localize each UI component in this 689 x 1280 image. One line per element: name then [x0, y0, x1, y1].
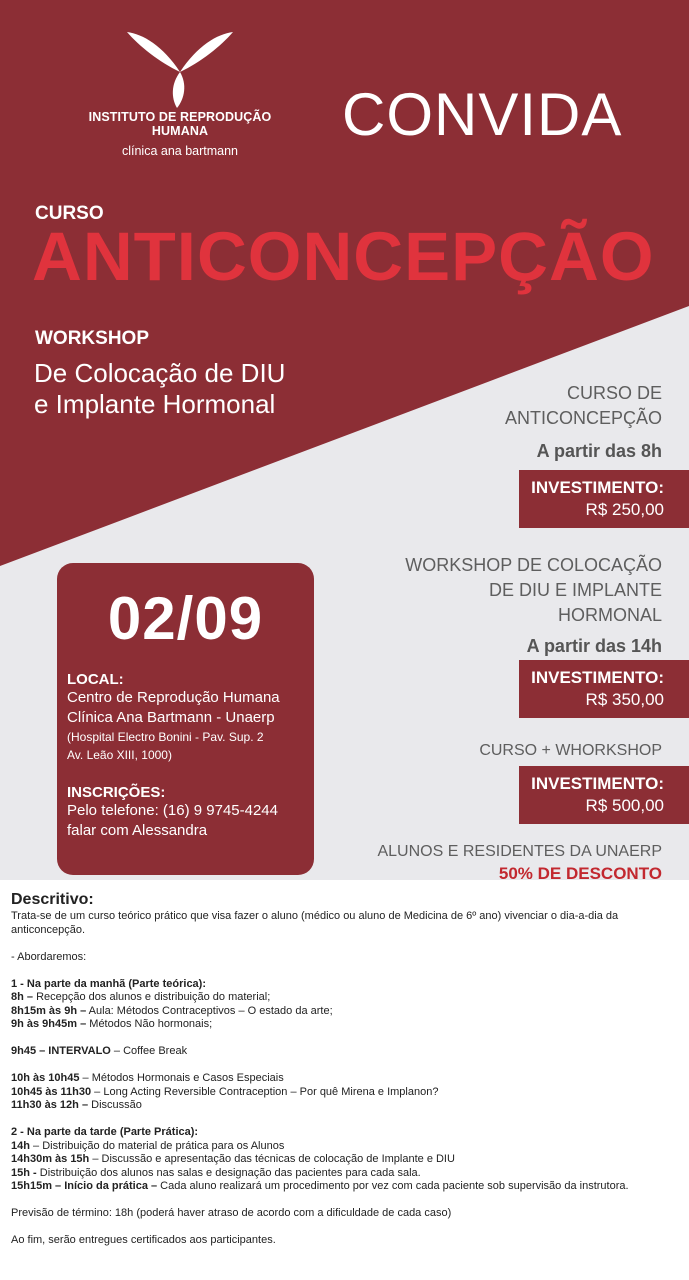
- list-item: 8h – Recepção dos alunos e distribuição do material;: [11, 991, 271, 1003]
- pricing-combo-title: CURSO + WHORKSHOP: [479, 742, 662, 759]
- ampersand-flower-logo-icon: [125, 26, 235, 108]
- discount-badge: 50% DE DESCONTO: [498, 864, 662, 883]
- address: (Hospital Electro Bonini - Pav. Sup. 2: [67, 730, 264, 744]
- convida-heading: CONVIDA: [342, 81, 623, 148]
- event-date: 02/09: [107, 585, 264, 652]
- workshop-label: WORKSHOP: [35, 328, 149, 349]
- certificate-note: Ao fim, serão entregues certificados aos participantes.: [11, 1234, 276, 1246]
- pricing-course-title: CURSO DE ANTICONCEPÇÃO A partir das 8h: [504, 383, 662, 461]
- event-info-box: 02/09 LOCAL: Centro de Reprodução Humana Clínica Ana Bartmann - Unaerp (Hospital Electro Bonini - Pav. Sup. 2 Av. Leão XIII, 1000) INSCRIÇÕES: Pelo telefone: (16) 9 9745-4244 falar com Alessandra: [57, 563, 314, 875]
- inscricoes-label: INSCRIÇÕES:: [67, 784, 166, 801]
- pricing-workshop-title: WORKSHOP DE COLOCAÇÃO DE DIU E IMPLANTE HORMONAL A partir das 14h: [405, 555, 662, 656]
- description-section: Descritivo: Trata-se de um curso teórico prático que visa fazer o aluno (médico ou aluno de Medicina de 6º ano) vivenciar o dia-a-dia da anticoncepção. - Abordaremos: 1 - Na parte da manhã (Parte teórica): 8h – Recepção dos alunos e distribuição do material; 8h15m às 9h – Aula: Métodos Contraceptivos – O estado da arte; 9h às 9h45m – Métodos Não hormonais; 9h45 – INTERVALO – Coffee Break 10h às 10h45 – Métodos Hormonais e Casos Especiais 10h45 às 11h30 – Long Acting Reversible Contraception – Por quê Mirena e Implanon? 11h30 às 12h – Discussão 2 - Na parte da tarde (Parte Prática): 14h – Distribuição do material de prática para os Alunos 14h30m às 15h – Discussão e apresentação das técnicas de colocação de Implante e DIU 15h - Distribuição dos alunos nas salas e designação das pacientes para cada sala. 15h15m – Início da prática – Cada aluno realizará um procedimento por vez com cada paciente sob supervisão da instrutora. Previsão de término: 18h (poderá haver atraso de acordo com a dificuldade de cada caso) Ao fim, serão entregues certificados aos participantes.: [11, 890, 679, 1248]
- student-discount: ALUNOS E RESIDENTES DA UNAERP 50% DE DESCONTO: [377, 843, 662, 883]
- description-intro: Trata-se de um curso teórico prático que visa fazer o aluno (médico ou aluno de Medicina de 6º ano) vivenciar o dia-a-dia da anticoncepção.: [11, 910, 619, 936]
- local-label: LOCAL:: [67, 671, 124, 688]
- list-item: 10h às 10h45 – Métodos Hormonais e Casos Especiais: [11, 1072, 284, 1084]
- phone-number[interactable]: Pelo telefone: (16) 9 9745-4244: [67, 802, 278, 819]
- list-item: 14h30m às 15h – Discussão e apresentação das técnicas de colocação de Implante e DIU: [11, 1153, 455, 1165]
- course-start-time: A partir das 8h: [536, 441, 662, 461]
- morning-section-title: 1 - Na parte da manhã (Parte teórica):: [11, 977, 207, 990]
- price-combo: R$ 500,00: [585, 796, 664, 815]
- list-item: 14h – Distribuição do material de prática para os Alunos: [11, 1139, 285, 1152]
- workshop-start-time: A partir das 14h: [526, 636, 662, 656]
- description-heading: Descritivo:: [11, 891, 94, 908]
- course-title: ANTICONCEPÇÃO: [32, 218, 655, 295]
- list-item: 9h às 9h45m – Métodos Não hormonais;: [11, 1018, 213, 1030]
- investment-box-course: INVESTIMENTO: R$ 250,00: [519, 470, 689, 528]
- institute-name: INSTITUTO DE REPRODUÇÃO HUMANA: [88, 110, 272, 138]
- end-time-note: Previsão de término: 18h (poderá haver atraso de acordo com a dificuldade de cada caso): [11, 1207, 452, 1219]
- list-item: 15h15m – Início da prática – Cada aluno realizará um procedimento por vez com cada paciente sob supervisão da instrutora.: [11, 1180, 629, 1192]
- list-item: 15h - Distribuição dos alunos nas salas e designação das pacientes para cada sala.: [11, 1166, 421, 1179]
- clinic-name: clínica ana bartmann: [121, 144, 239, 158]
- list-item: 10h45 às 11h30 – Long Acting Reversible Contraception – Por quê Mirena e Implanon?: [11, 1085, 439, 1098]
- list-item: 11h30 às 12h – Discussão: [11, 1099, 142, 1111]
- price-workshop: R$ 350,00: [585, 690, 664, 709]
- list-item: 8h15m às 9h – Aula: Métodos Contraceptivos – O estado da arte;: [11, 1004, 333, 1017]
- investment-box-workshop: INVESTIMENTO: R$ 350,00: [519, 660, 689, 718]
- curso-label: CURSO: [35, 203, 104, 224]
- price-course: R$ 250,00: [585, 500, 664, 519]
- afternoon-section-title: 2 - Na parte da tarde (Parte Prática):: [11, 1126, 199, 1138]
- institute-logo: [60, 26, 300, 158]
- investment-box-combo: INVESTIMENTO: R$ 500,00: [519, 766, 689, 824]
- workshop-subtitle: De Colocação de DIU e Implante Hormonal: [34, 358, 286, 419]
- list-item: 9h45 – INTERVALO – Coffee Break: [11, 1045, 188, 1057]
